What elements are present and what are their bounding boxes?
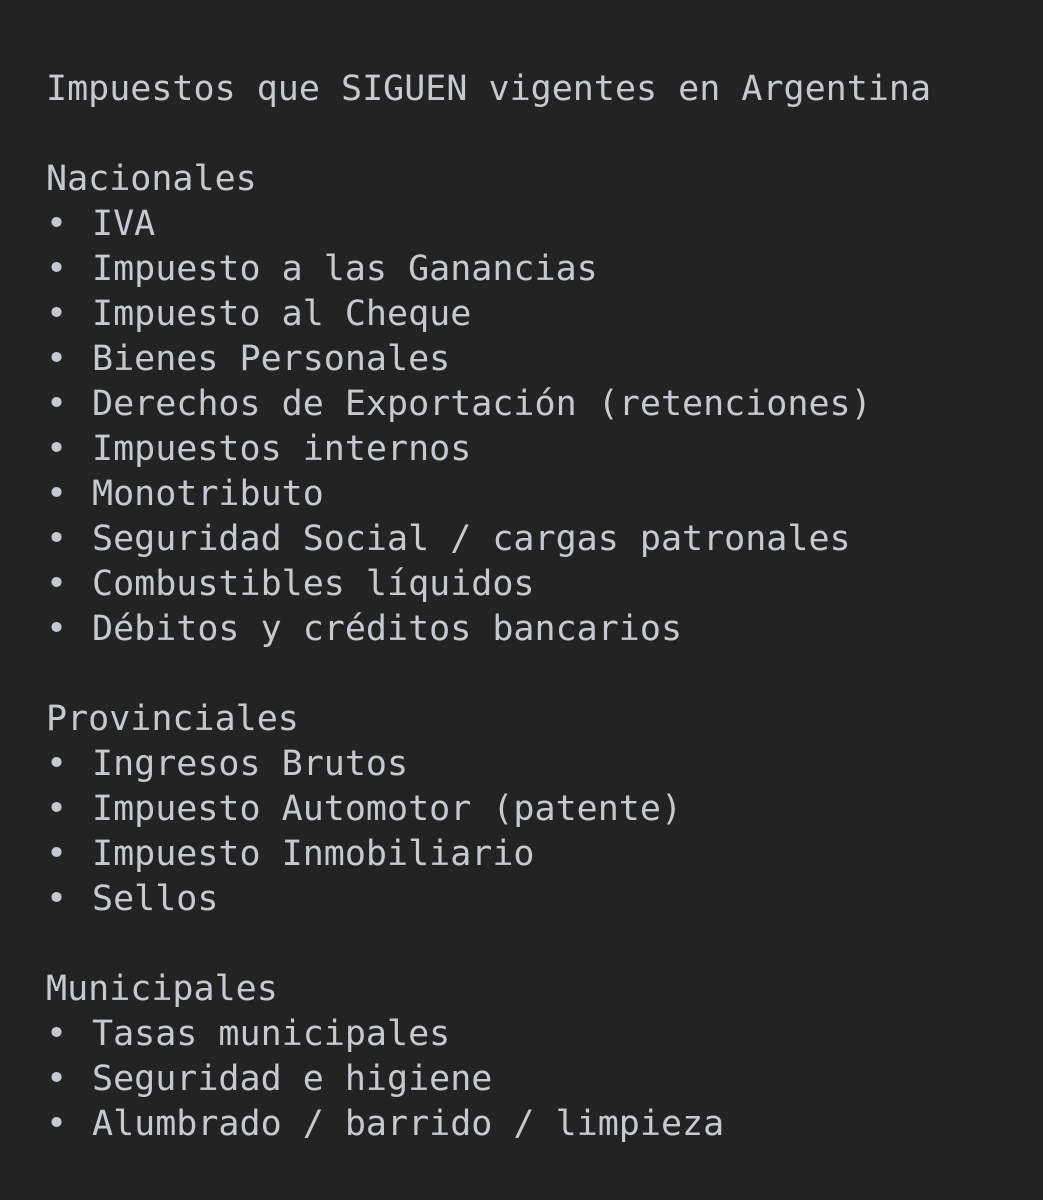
list-item-text: Impuesto Inmobiliario: [92, 834, 535, 874]
list-item: [46, 877, 1043, 922]
bullet-icon: •: [46, 1014, 68, 1054]
section-heading: Nacionales: [46, 159, 257, 199]
section-heading: Provinciales: [46, 699, 299, 739]
bullet-icon: •: [46, 339, 68, 379]
list-item-text: Ingresos Brutos: [92, 744, 409, 784]
bullet-icon: •: [46, 1059, 68, 1099]
list-item: [46, 832, 1043, 877]
bullet-icon: •: [46, 879, 68, 919]
list-item: [46, 787, 1043, 832]
list-item-text: Impuesto Automotor (patente): [92, 789, 683, 829]
list-item: [46, 517, 1043, 562]
list-item-text: Alumbrado / barrido / limpieza: [92, 1104, 725, 1144]
list-item-text: Sellos: [92, 879, 219, 919]
item-list: [46, 202, 1043, 652]
bullet-icon: •: [46, 204, 68, 244]
bullet-icon: •: [46, 249, 68, 289]
list-item-text: Impuestos internos: [92, 429, 472, 469]
document-title: Impuestos que SIGUEN vigentes en Argentina: [46, 69, 932, 109]
item-list: [46, 742, 1043, 922]
list-item: [46, 1012, 1043, 1057]
bullet-icon: •: [46, 294, 68, 334]
bullet-icon: •: [46, 1104, 68, 1144]
list-item: [46, 607, 1043, 652]
list-item-text: Impuesto a las Ganancias: [92, 249, 598, 289]
list-item: [46, 742, 1043, 787]
list-item-text: Combustibles líquidos: [92, 564, 535, 604]
bullet-icon: •: [46, 744, 68, 784]
item-list: [46, 1012, 1043, 1147]
section-provinciales: [46, 697, 1043, 922]
list-item: [46, 472, 1043, 517]
bullet-icon: •: [46, 474, 68, 514]
list-item-text: Tasas municipales: [92, 1014, 451, 1054]
list-item: [46, 1102, 1043, 1147]
bullet-icon: •: [46, 429, 68, 469]
section-nacionales: [46, 157, 1043, 652]
list-item: [46, 562, 1043, 607]
list-item: [46, 427, 1043, 472]
list-item-text: IVA: [92, 204, 156, 244]
list-item-text: Derechos de Exportación (retenciones): [92, 384, 872, 424]
list-item: [46, 247, 1043, 292]
bullet-icon: •: [46, 564, 68, 604]
section-heading: Municipales: [46, 969, 278, 1009]
bullet-icon: •: [46, 789, 68, 829]
list-item-text: Seguridad Social / cargas patronales: [92, 519, 851, 559]
list-item: [46, 382, 1043, 427]
bullet-icon: •: [46, 384, 68, 424]
list-item-text: Débitos y créditos bancarios: [92, 609, 683, 649]
list-item-text: Bienes Personales: [92, 339, 451, 379]
list-item: [46, 1057, 1043, 1102]
list-item: [46, 337, 1043, 382]
list-item: [46, 202, 1043, 247]
list-item: [46, 292, 1043, 337]
bullet-icon: •: [46, 609, 68, 649]
list-item-text: Seguridad e higiene: [92, 1059, 493, 1099]
list-item-text: Monotributo: [92, 474, 324, 514]
list-item-text: Impuesto al Cheque: [92, 294, 472, 334]
section-municipales: [46, 967, 1043, 1147]
bullet-icon: •: [46, 519, 68, 559]
bullet-icon: •: [46, 834, 68, 874]
